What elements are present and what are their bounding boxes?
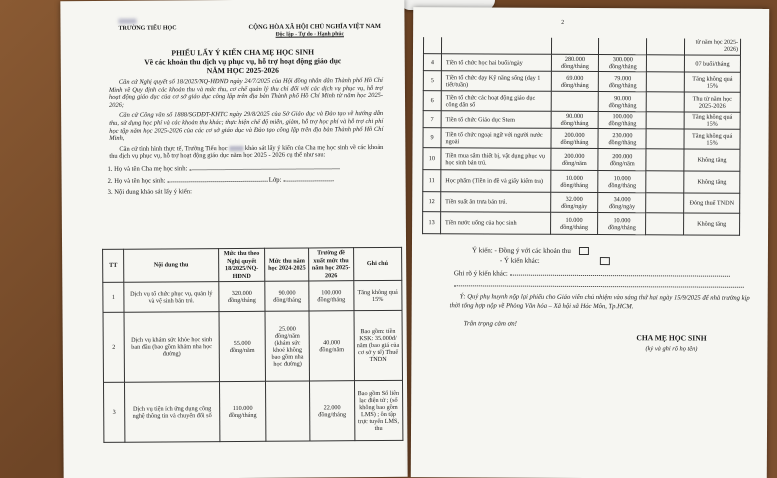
row-tt: 10 <box>423 148 441 170</box>
row-content: Tiền tổ chức học hai buổi/ngày <box>441 54 551 72</box>
row-content: Tiền suất ăn trưa bán trú. <box>441 192 551 213</box>
school-name-text: TRƯỜNG TIỂU HỌC <box>118 25 177 32</box>
table-row <box>423 212 740 236</box>
row-rate-2024: 90.000 đồng/tháng <box>265 281 309 311</box>
table-row <box>103 281 402 313</box>
col-note: Ghi chú <box>353 247 402 281</box>
row-rate-prev <box>599 38 647 55</box>
motto: Độc lập - Tự do - Hạnh phúc <box>275 31 344 38</box>
row-content: Dịch vụ tiện ích ứng dụng công nghệ thông tin và chuyển đổi số <box>125 382 220 443</box>
parent-name-label: 1. Họ và tên Cha mẹ học sinh: <box>107 165 188 173</box>
row-content: Tiền tổ chức ngoại ngữ với người nước ngoài <box>441 128 551 149</box>
row-resolution-rate: 69.000 đồng/tháng <box>551 71 599 91</box>
row-resolution-rate: 200.000 đồng/năm <box>550 148 598 170</box>
row-rate-new <box>647 92 685 112</box>
row-rate-new <box>646 213 684 235</box>
agree-checkbox[interactable] <box>579 247 589 255</box>
row-tt: 12 <box>423 192 441 212</box>
form-title-line-1: PHIẾU LẤY Ý KIẾN CHA MẸ HỌC SINH <box>171 47 314 58</box>
row-rate-new <box>647 38 685 55</box>
row-note: Tăng không quá 15% <box>353 281 402 311</box>
row-content: Tiền tổ chức dạy Kỹ năng sống (dạy 1 tiết/tuần) <box>441 71 551 92</box>
submission-note-text: Quý phụ huynh nộp lại phiếu cho Giáo viên chủ nhiệm vào sáng thứ hai ngày 15/9/2025 để nhà trường kịp thời tổng hợp nộp về Phòng Văn hóa – Xã hội xã Hóc Môn, Tp.HCM. <box>449 293 750 311</box>
form-title-line-2: Về các khoản thu dịch vụ phục vụ, hỗ trợ hoạt động giáo dục <box>144 56 342 67</box>
row-tt: 2 <box>103 313 125 383</box>
row-rate-2024: 25.000 đồng/năm (khám sức khoẻ không bao gồm nha học đường) <box>265 311 310 381</box>
row-rate-new <box>646 171 684 193</box>
row-note: Bao gồm Sổ liên lạc điện tử ; (sổ không bao gồm LMS) ; ôn tập trực tuyến LMS, thu <box>354 381 403 441</box>
row-note: Tăng không quá 15% <box>684 129 740 149</box>
row-note: Tăng không quá 15% <box>684 112 740 129</box>
survey-page-1 <box>60 0 407 478</box>
row-tt: 3 <box>104 383 125 443</box>
class-label: Lớp: <box>268 176 282 184</box>
row-content <box>441 37 551 54</box>
fee-table-part-1 <box>102 247 403 443</box>
row-note: Thu từ năm học 2025-2026 <box>684 92 740 112</box>
row-rate-new <box>646 149 684 171</box>
opinion-other-label: - Ý kiến khác: <box>499 256 540 265</box>
survey-intro-b: khảo sát lấy ý kiến của Cha mẹ học sinh về các khoản thu dịch vụ phục vụ, hỗ trợ hoạt động giáo dục năm học 2025 - 2026 cụ thể như sau: <box>109 143 384 161</box>
row-note: Bao gồm: tiền KSK: 35.000đ/ năm (bao giá của cơ sở y tế) Thuế TNDN <box>354 311 403 381</box>
row-rate-prev: 200.000 đồng/năm <box>598 149 646 171</box>
row-rate-new <box>646 112 684 129</box>
signature-block <box>616 333 726 353</box>
row-resolution-rate: 55.000 đồng/năm <box>219 312 266 382</box>
row-content: Tiền tổ chức các hoạt động giáo dục công dân số <box>441 91 551 112</box>
page-number: 2 <box>561 19 565 26</box>
survey-intro <box>61 144 405 162</box>
submission-note <box>450 292 750 312</box>
table-row <box>423 128 740 150</box>
row-rate-prev: 79.000 đồng/tháng <box>599 72 647 92</box>
table-row <box>104 381 403 443</box>
other-opinion-checkbox[interactable] <box>599 257 609 265</box>
row-note: 07 buổi/tháng <box>685 55 741 72</box>
row-rate-new <box>646 193 684 213</box>
row-content: Tiền nước uống của học sinh <box>440 212 550 235</box>
signature-role: CHA MẸ HỌC SINH <box>636 333 707 343</box>
row-tt: 7 <box>423 111 441 128</box>
row-content: Tiền tổ chức Giáo dục Stem <box>441 111 551 129</box>
table-row <box>423 37 740 55</box>
row-resolution-rate <box>551 91 599 111</box>
class-input[interactable] <box>283 175 333 181</box>
col-tt: TT <box>103 249 124 283</box>
row-resolution-rate: 10.000 đồng/tháng <box>550 170 598 192</box>
form-title-line-3: NĂM HỌC 2025-2026 <box>206 65 279 76</box>
row-rate-prev: 230.000 đồng/tháng <box>598 129 646 149</box>
signature-hint: (ký và ghi rõ họ tên) <box>645 345 698 353</box>
legal-basis-2: Căn cứ Công văn số 1888/SGDĐT-KHTC ngày 29/8/2025 của Sở Giáo dục và Đào tạo về hướng dẫn thu, sử dụng học phí và các khoản thu khác; thực hiện chế độ miễn, giảm, hỗ trợ học phí và hỗ trợ chi phí học tập năm học 2025-2026 của các cơ sở giáo dục và Đào tạo công lập trên địa bàn Thành phố Hồ Chí Minh, <box>109 110 384 143</box>
legal-basis-1: Căn cứ Nghị quyết số 18/2025/NQ-HĐND ngày 24/7/2025 của Hội đồng nhân dân Thành phố Hồ Chí Minh về Quy định các khoản thu và mức thu, cơ chế quản lý thu chi đối với các dịch vụ phục vụ, hỗ trợ hoạt động giáo dục của cơ sở giáo dục công lập trên địa bàn Thành phố Hồ Chí Minh từ năm học 2025-2026; <box>108 76 384 109</box>
survey-page-2 <box>411 7 769 478</box>
table-row <box>423 91 740 113</box>
school-name <box>118 18 208 33</box>
row-resolution-rate: 90.000 đồng/tháng <box>551 111 599 128</box>
row-note: từ năm học 2025-2026) <box>685 38 741 55</box>
col-resolution-rate: Mức thu theo Nghị quyết 18/2025/NQ-HĐND <box>218 248 265 282</box>
row-content: Tiền mua sắm thiết bị, vật dụng phục vụ học sinh bán trú. <box>441 148 551 171</box>
other-opinion-detail[interactable] <box>454 269 744 290</box>
row-rate-new <box>647 72 685 92</box>
row-rate-prev: 100.000 đồng/tháng <box>599 112 647 129</box>
form-title <box>61 47 405 76</box>
table-row <box>423 148 740 172</box>
row-tt: 13 <box>423 212 441 234</box>
row-rate-prev: 300.000 đồng/tháng <box>599 55 647 72</box>
opinion-agree-label: - Đồng ý với các khoản thu <box>494 246 571 255</box>
row-resolution-rate: 110.000 đồng/tháng <box>219 382 266 442</box>
row-resolution-rate <box>551 38 599 55</box>
row-rate-prev: 90.000 đồng/tháng <box>599 92 647 112</box>
row-note: Tăng không quá 15% <box>684 72 740 92</box>
row-resolution-rate: 10.000 đồng/tháng <box>550 212 598 234</box>
col-rate-2024: Mức thu năm học 2024-2025 <box>265 248 309 282</box>
parent-name-field[interactable] <box>61 163 405 173</box>
row-note: Không tăng <box>684 213 740 235</box>
table-row <box>423 71 740 93</box>
row-tt: 9 <box>423 128 441 148</box>
other-opinion-detail-label: Ghi rõ ý kiến khác: <box>453 269 508 278</box>
table-row <box>423 192 740 214</box>
row-note: Không tăng <box>684 171 740 193</box>
row-tt <box>423 37 441 54</box>
fee-table-part-2 <box>422 37 741 236</box>
row-content: Dịch vụ tổ chức phục vụ, quản lý và vệ sinh bán trú. <box>124 282 219 313</box>
document-header <box>60 0 404 45</box>
row-rate-prev: 10.000 đồng/tháng <box>598 171 646 193</box>
col-rate-2025: Trường đề xuất mức thu năm học 2025-2026 <box>309 248 353 282</box>
row-resolution-rate: 200.000 đồng/tháng <box>550 128 598 148</box>
row-rate-2024 <box>266 381 311 441</box>
row-resolution-rate: 32.000 đồng/ngày <box>550 192 598 212</box>
survey-intro-a: Căn cứ tình hình thực tế, Trường Tiểu học <box>119 144 228 153</box>
opinion-label: Ý kiến: <box>471 246 493 255</box>
row-tt: 6 <box>423 91 441 111</box>
thanks-text: Trân trọng cảm ơn! <box>463 320 517 328</box>
row-note: Đóng thuế TNDN <box>684 193 740 213</box>
submission-note-prefix: Ý: <box>459 293 466 301</box>
row-resolution-rate: 280.000 đồng/tháng <box>551 54 599 71</box>
row-note: Không tăng <box>684 149 740 171</box>
other-opinion-input-line-2[interactable] <box>454 280 744 288</box>
row-rate-2025: 22.000 đồng/tháng <box>310 381 355 441</box>
student-name-field[interactable] <box>62 175 406 185</box>
redacted-mark <box>118 19 136 24</box>
row-rate-new <box>646 129 684 149</box>
row-rate-2025: 100.000 đồng/tháng <box>309 281 353 311</box>
row-tt: 1 <box>103 283 124 313</box>
table-row <box>103 311 402 383</box>
row-resolution-rate: 320.000 đồng/tháng <box>219 282 266 312</box>
parent-name-input[interactable] <box>189 163 339 170</box>
row-rate-prev: 10.000 đồng/tháng <box>598 213 646 235</box>
row-rate-prev: 34.000 đồng/ngày <box>598 193 646 213</box>
student-name-input[interactable] <box>167 176 267 183</box>
student-name-label: 2. Họ và tên học sinh: <box>107 177 166 185</box>
table-row <box>423 54 740 73</box>
nation-title: CỘNG HÒA XÃ HỘI CHỦ NGHĨA VIỆT NAM <box>248 22 381 31</box>
row-rate-2025: 40.000 đồng/năm <box>309 311 354 381</box>
other-opinion-input[interactable] <box>510 270 730 277</box>
row-tt: 4 <box>423 54 441 71</box>
row-content: Dịch vụ khám sức khỏe học sinh ban đầu (bao gồm khám nha học đường) <box>124 312 219 383</box>
row-tt: 11 <box>423 170 441 192</box>
survey-content-heading: 3. Nội dung khảo sát lấy ý kiến: <box>107 188 192 196</box>
row-rate-new <box>647 55 685 72</box>
redacted-school <box>229 146 243 151</box>
table-row <box>423 111 740 130</box>
col-content: Nội dung thu <box>124 249 219 283</box>
table-row <box>423 170 740 194</box>
row-content: Học phẩm (Tiền in đề và giấy kiểm tra) <box>441 170 551 193</box>
opinion-section <box>472 245 610 266</box>
row-tt: 5 <box>423 71 441 91</box>
